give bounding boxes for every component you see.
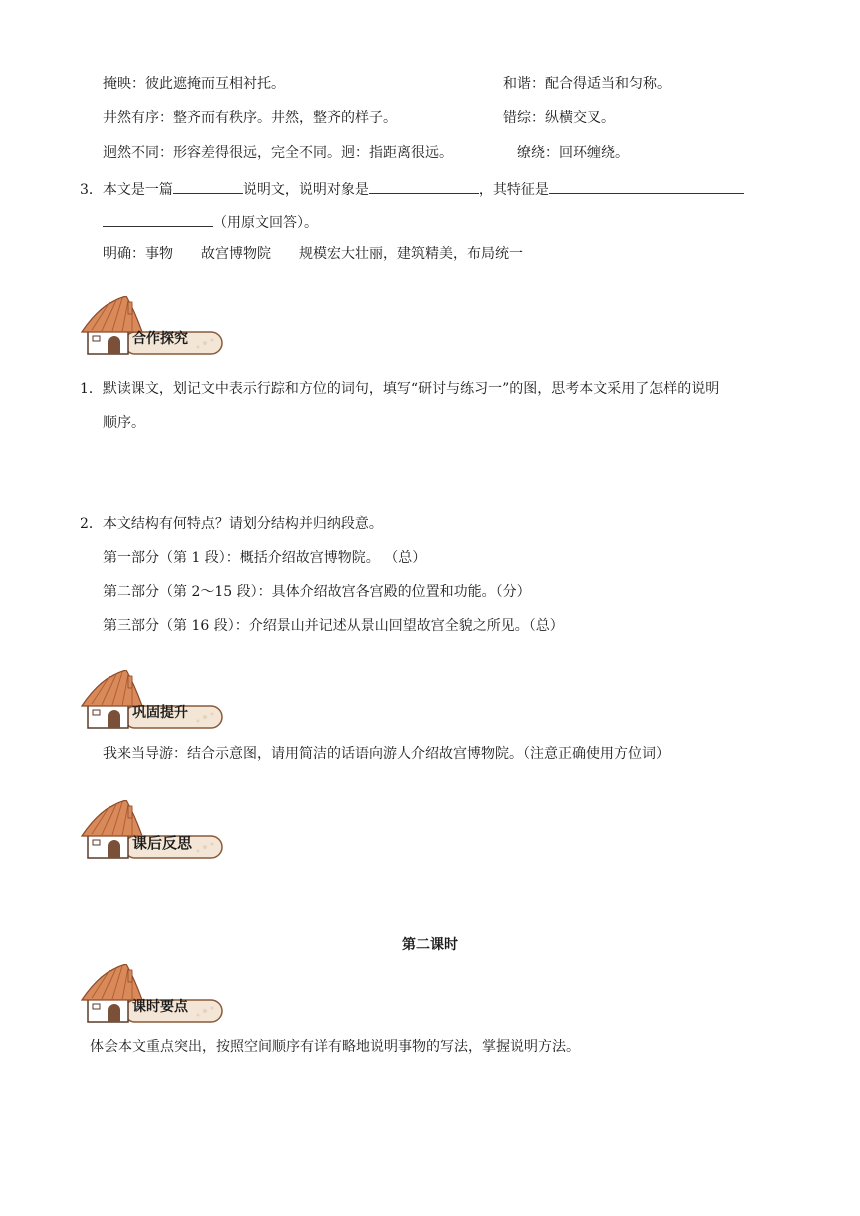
question-3-cont — [103, 211, 318, 233]
lesson-title: 第二课时 — [402, 937, 458, 953]
vocab-jingranyouxu: 井然有序：整齐而有秩序。井然，整齐的样子。 — [103, 110, 397, 126]
section-badge-cooperate — [80, 296, 230, 356]
coop-question-1: 1．默读课文，划记文中表示行踪和方位的词句，填写“研讨与练习一”的图，思考本文采用了怎样的说明 — [80, 381, 720, 397]
question-text: 本文是一篇 — [102, 182, 173, 198]
coop-question-1-cont: 顺序。 — [103, 415, 145, 431]
answer-blank — [173, 178, 243, 194]
vocab-jiongranbutong: 迥然不同：形容差得很远，完全不同。迥：指距离很远。 — [103, 145, 453, 161]
vocab-yanying: 掩映：彼此遮掩而互相衬托。 — [103, 76, 285, 92]
question-3-answer: 明确：事物 故宫博物院 规模宏大壮丽，建筑精美，布局统一 — [103, 246, 523, 262]
section-badge-consolidate — [80, 670, 230, 730]
badge-label: 合作探究 — [132, 331, 188, 347]
section-badge-keypoints — [80, 964, 230, 1024]
question-number: 3． — [80, 182, 103, 198]
answer-blank — [549, 178, 744, 194]
badge-label: 课后反思 — [132, 834, 193, 852]
structure-part-3: 第三部分（第 16 段）：介绍景山并记述从景山回望故宫全貌之所见。（总） — [103, 618, 564, 634]
structure-part-2: 第二部分（第 2～15 段）：具体介绍故宫各宫殿的位置和功能。（分） — [103, 584, 531, 600]
consolidate-task: 我来当导游：结合示意图，请用简洁的话语向游人介绍故宫博物院。（注意正确使用方位词） — [103, 746, 670, 762]
badge-label: 课时要点 — [132, 999, 188, 1015]
section-badge-reflect — [80, 800, 230, 860]
vocab-hexie: 和谐：配合得适当和匀称。 — [503, 76, 671, 92]
vocab-cuozong: 错综：纵横交叉。 — [503, 110, 615, 126]
vocab-liaorao: 缭绕：回环缠绕。 — [517, 145, 629, 161]
badge-label: 巩固提升 — [132, 705, 188, 721]
answer-blank — [103, 211, 213, 227]
structure-part-1: 第一部分（第 1 段）：概括介绍故宫博物院。 （总） — [103, 550, 427, 566]
answer-blank — [369, 178, 479, 194]
coop-question-2: 2．本文结构有何特点？请划分结构并归纳段意。 — [80, 516, 383, 532]
question-text: 说明文，说明对象是 — [242, 182, 369, 198]
question-text: （用原文回答）。 — [213, 215, 318, 231]
question-text: ，其特征是 — [478, 182, 549, 198]
keypoint-text: 体会本文重点突出，按照空间顺序有详有略地说明事物的写法，掌握说明方法。 — [90, 1039, 580, 1055]
question-3 — [80, 178, 744, 200]
